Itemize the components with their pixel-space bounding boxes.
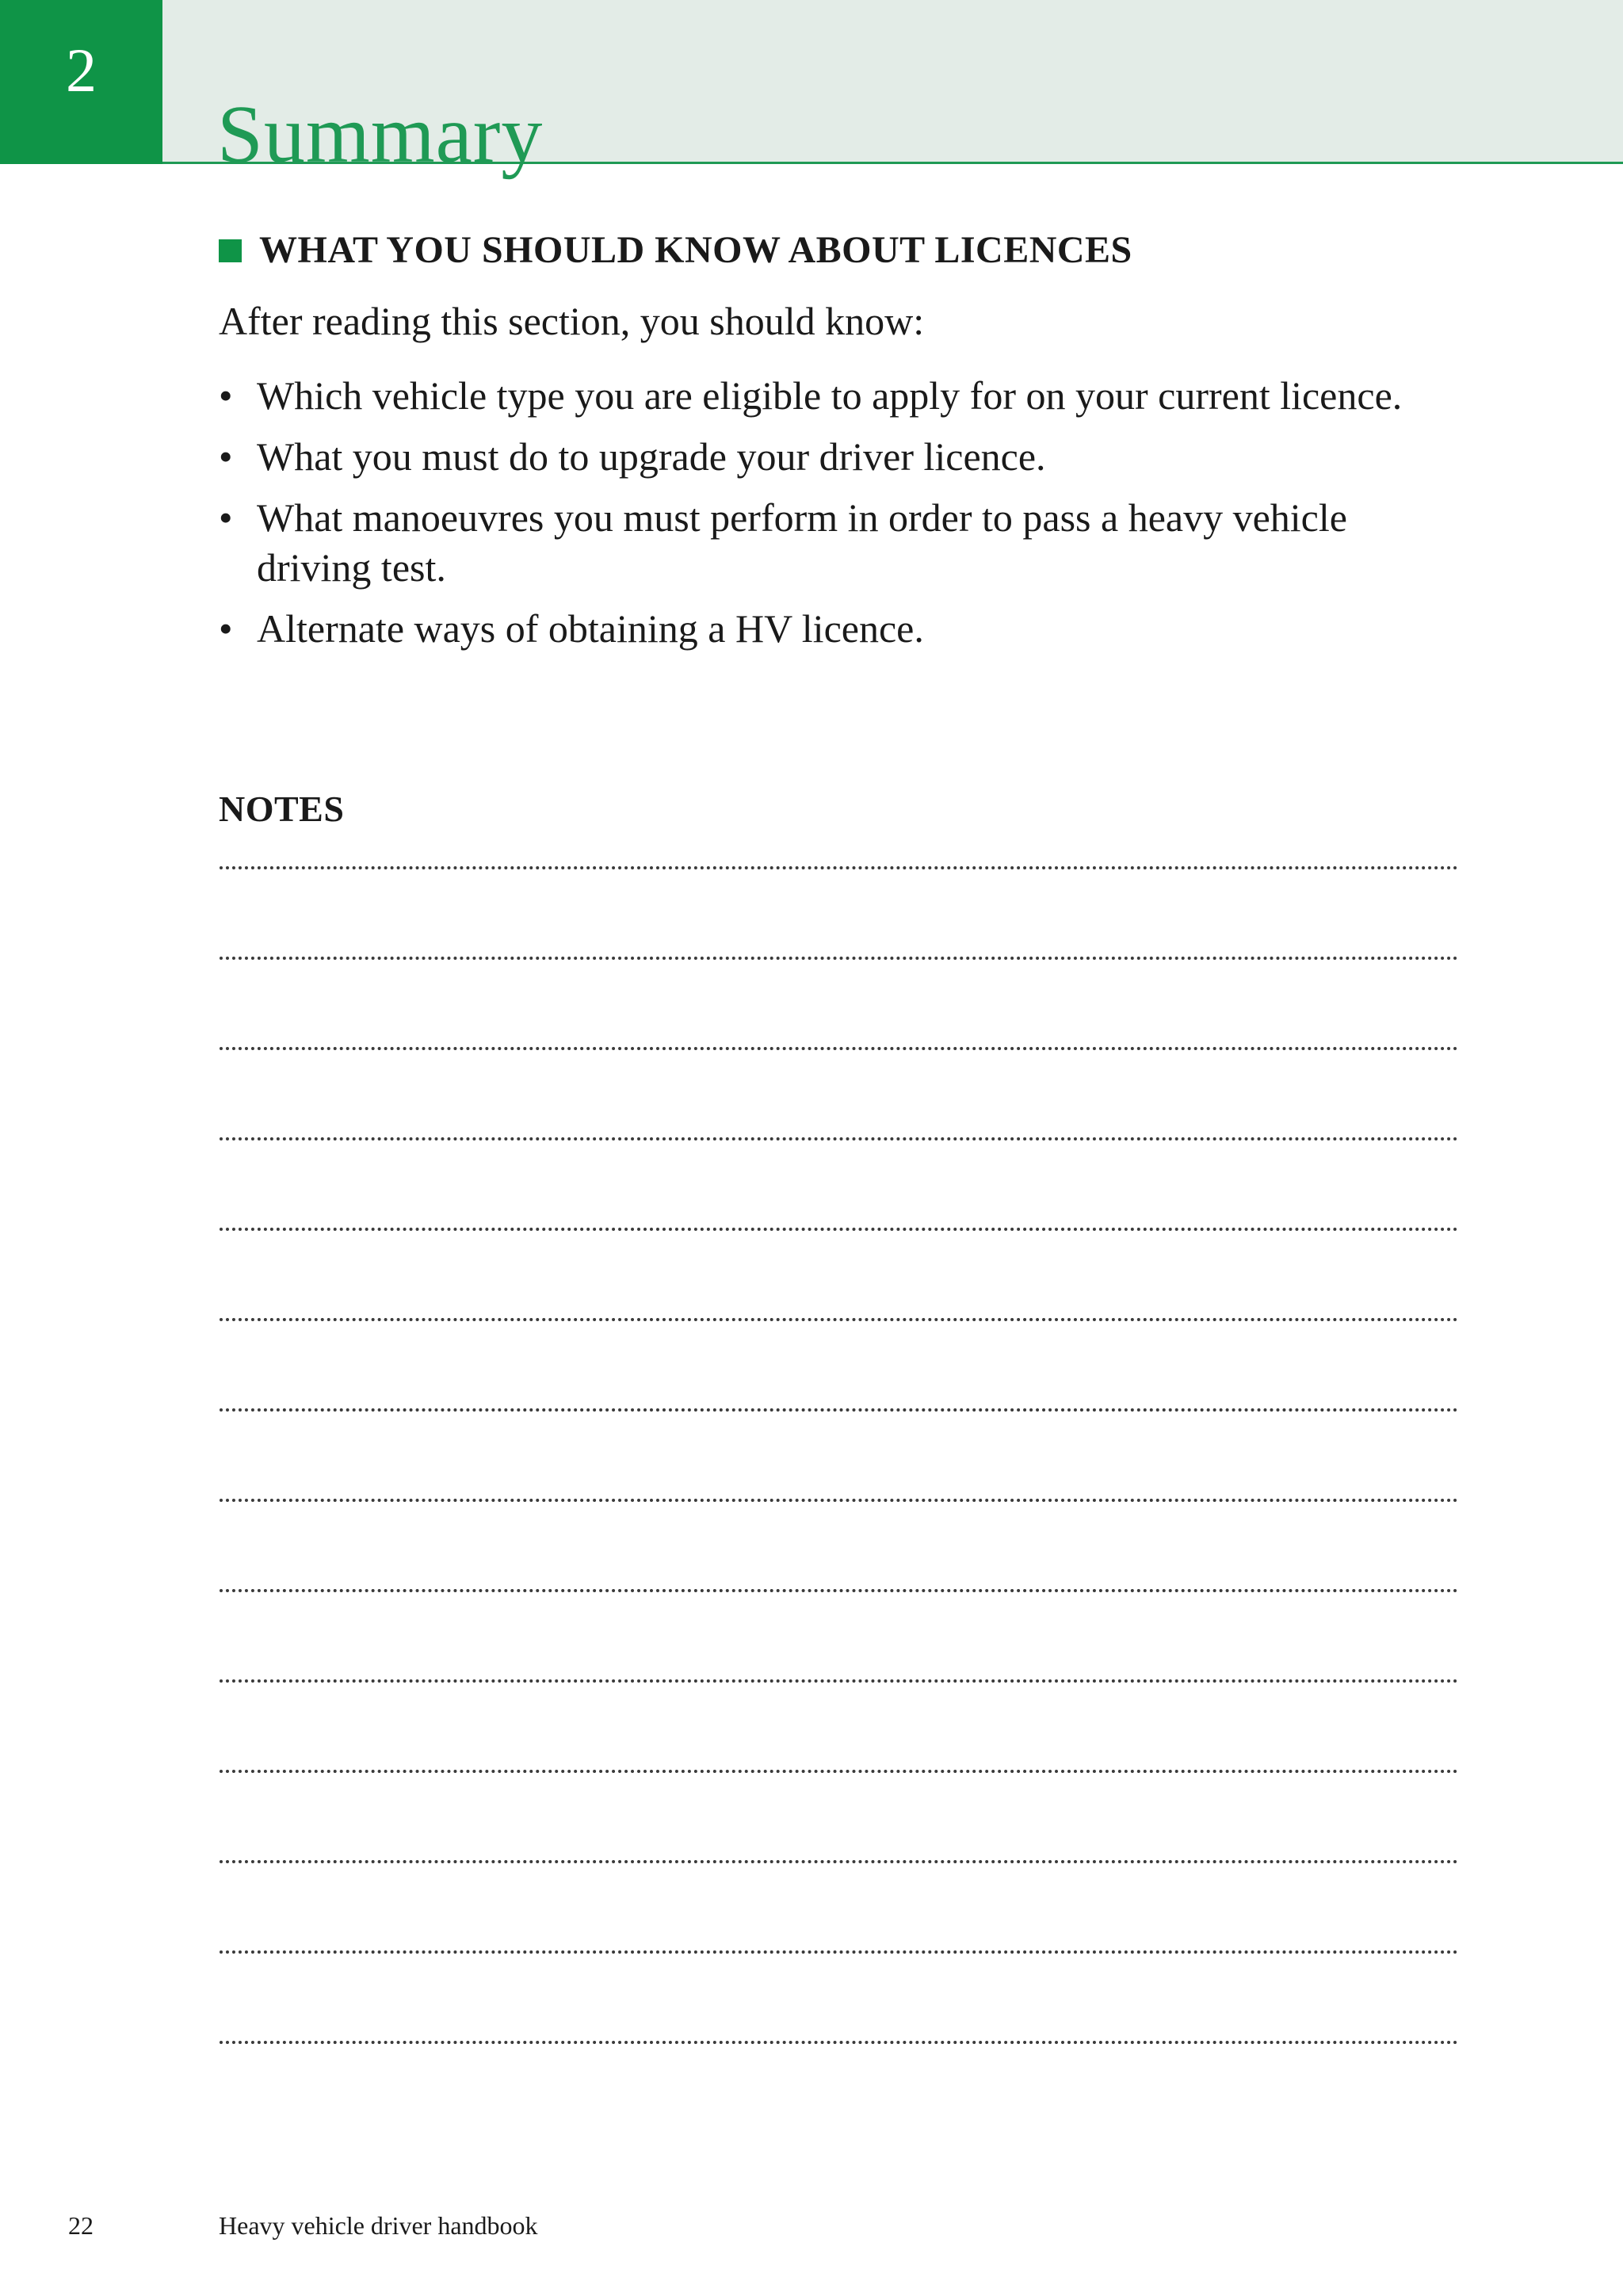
list-item-text: What manoeuvres you must perform in order to pass a heavy vehicle driving test. bbox=[257, 495, 1347, 590]
section-heading-text: WHAT YOU SHOULD KNOW ABOUT LICENCES bbox=[259, 229, 1132, 271]
notes-heading: NOTES bbox=[219, 789, 345, 829]
note-line bbox=[220, 1770, 1458, 1773]
knowledge-list bbox=[219, 371, 1407, 665]
footer-title: Heavy vehicle driver handbook bbox=[219, 2211, 538, 2240]
page-number: 22 bbox=[68, 2211, 94, 2240]
note-line bbox=[220, 1047, 1458, 1050]
list-item bbox=[219, 432, 1407, 482]
note-line bbox=[220, 2041, 1458, 2044]
list-item bbox=[219, 371, 1407, 421]
list-item bbox=[219, 604, 1407, 654]
square-bullet-icon bbox=[219, 239, 242, 262]
list-item-text: Alternate ways of obtaining a HV licence. bbox=[257, 606, 924, 651]
list-item-text: What you must do to upgrade your driver licence. bbox=[257, 434, 1046, 479]
section-intro: After reading this section, you should know: bbox=[219, 299, 925, 343]
note-line bbox=[220, 1318, 1458, 1321]
note-line bbox=[220, 1679, 1458, 1683]
page-title: Summary bbox=[217, 89, 544, 180]
chapter-number: 2 bbox=[66, 36, 97, 105]
list-item-text: Which vehicle type you are eligible to apply for on your current licence. bbox=[257, 373, 1403, 418]
section-heading bbox=[219, 231, 1132, 269]
note-line bbox=[220, 866, 1458, 869]
list-item bbox=[219, 493, 1407, 593]
note-line bbox=[220, 1860, 1458, 1863]
note-line bbox=[220, 957, 1458, 960]
note-line bbox=[220, 1137, 1458, 1140]
note-line bbox=[220, 1950, 1458, 1954]
note-line bbox=[220, 1228, 1458, 1231]
chapter-tab bbox=[0, 0, 162, 164]
note-line bbox=[220, 1499, 1458, 1502]
note-line bbox=[220, 1408, 1458, 1412]
note-line bbox=[220, 1589, 1458, 1592]
